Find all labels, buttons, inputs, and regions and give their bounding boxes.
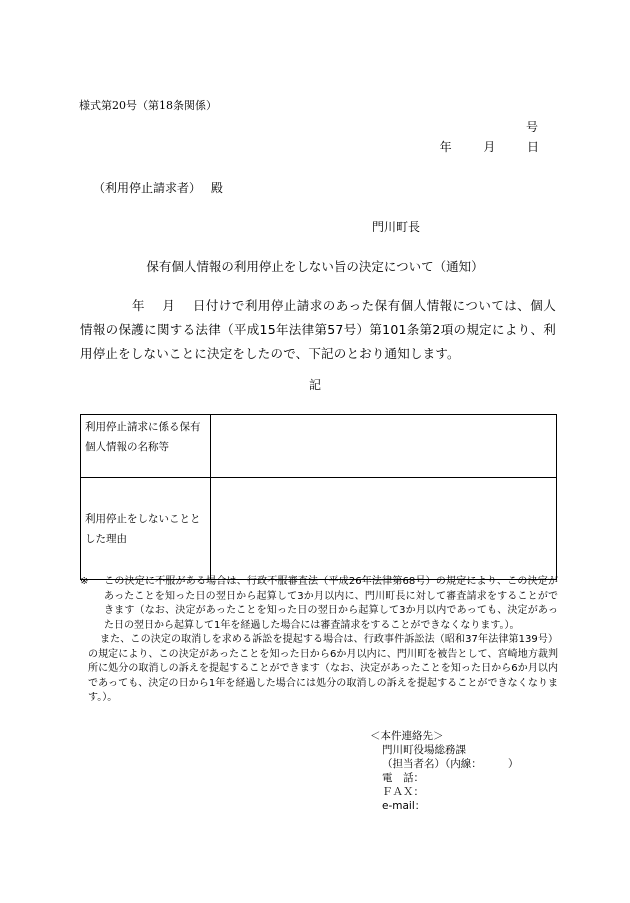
date-day: 日 bbox=[526, 140, 539, 154]
page-title: 保有個人情報の利用停止をしない旨の決定について（通知） bbox=[146, 259, 484, 274]
note-paragraph bbox=[80, 575, 558, 633]
note-text: この決定に不服がある場合は、行政不服審査法（平成26年法律第68号）の規定により、この決定があったことを知った日の翌日から起算して3か月以内に、門川町長に対して審査請求をすることができます（なお、決定があったことを知った日の翌日から起算して3か月以内であっても、決定があった日の翌日から起算して1年を経過した場合には審査請求をすることができなくなります。）。 bbox=[104, 576, 558, 631]
contact-fax: ＦＡＸ： bbox=[382, 786, 424, 798]
document-number: 号 bbox=[525, 120, 538, 134]
table-row-label: 利用停止請求に係る保有個人情報の名称等 bbox=[81, 415, 211, 478]
form-number: 様式第20号（第18条関係） bbox=[79, 99, 217, 112]
contact-block bbox=[370, 729, 519, 813]
notes bbox=[80, 575, 558, 706]
body-text: 年 月 日付けで利用停止請求のあった保有個人情報については、個人情報の保護に関する法律（平成15年法律第57号）第101条第2項の規定により、利用停止をしないことに決定をしたので、下記のとおり通知します。 bbox=[80, 298, 556, 361]
date-year: 年 bbox=[439, 140, 452, 154]
contact-department: 門川町役場総務課 bbox=[382, 744, 466, 756]
table-row bbox=[81, 478, 557, 580]
date-month: 月 bbox=[483, 140, 496, 154]
contact-phone: 電 話： bbox=[382, 772, 424, 784]
ki-heading: 記 bbox=[308, 378, 321, 392]
contact-email: e-mail： bbox=[382, 800, 426, 812]
contact-heading: ＜本件連絡先＞ bbox=[370, 730, 444, 742]
note-mark: ※ bbox=[80, 576, 89, 587]
note-paragraph: また、この決定の取消しを求める訴訟を提起する場合は、行政事件訴訟法（昭和37年法律第139号）の規定により、この決定があったことを知った日から6か月以内に、門川町を被告として、宮崎地方裁判所に処分の取消しの訴えを提起することができます（なお、決定があったことを知った日から6か月以内であっても、決定の日から1年を経過した場合には処分の取消しの訴えを提起することができなくなります。）。 bbox=[88, 634, 558, 703]
contact-person: （担当者名）（内線： ） bbox=[382, 758, 519, 770]
table-row-value bbox=[211, 415, 557, 478]
info-table bbox=[80, 414, 557, 580]
table-row bbox=[81, 415, 557, 478]
sender: 門川町長 bbox=[372, 220, 421, 234]
table-row-value bbox=[211, 478, 557, 580]
recipient: （利用停止請求者） 殿 bbox=[93, 181, 223, 195]
issue-date bbox=[440, 138, 539, 155]
table-row-label: 利用停止をしないこととした理由 bbox=[81, 478, 211, 580]
